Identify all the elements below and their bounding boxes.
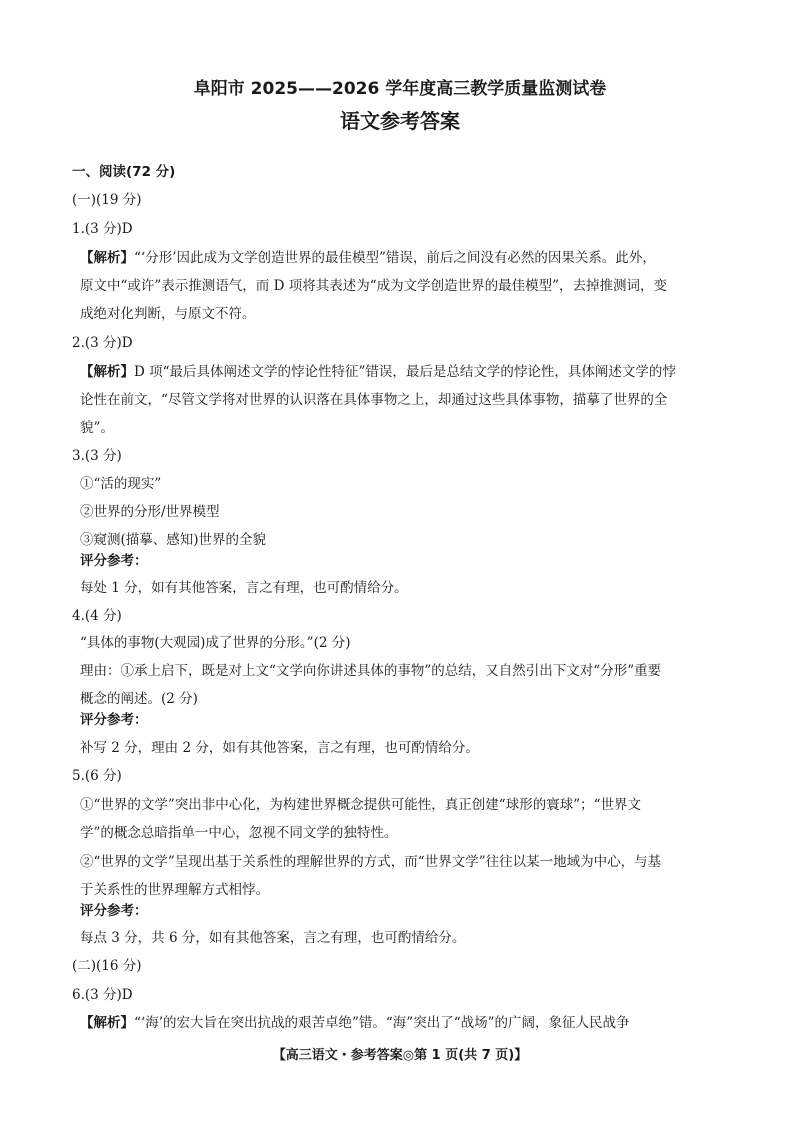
analysis-text: D 项“最后具体阐述文学的悖论性特征”错误，最后是总结文学的悖论性，具体阐述文学的悖: [134, 364, 676, 380]
section-heading: 一、阅读(72 分): [72, 164, 176, 180]
scoring-reference: 补写 2 分，理由 2 分，如有其他答案，言之有理，也可酌情给分。: [80, 740, 479, 756]
answer-point: 理由：①承上启下，既是对上文“文学向你讲述具体的事物”的总结，又自然引出下文对“分形”重要: [80, 663, 662, 679]
question-1-analysis-line: 原文中“或许”表示推测语气，而 D 项将其表述为“成为文学创造世界的最佳模型”，去掉推测词，变: [80, 278, 668, 294]
question-1-analysis: [80, 248, 656, 268]
question-5-number: 5.(6 分): [72, 768, 122, 784]
scoring-reference-label: 评分参考：: [80, 903, 148, 919]
question-2-analysis-line: 貌”。: [80, 420, 114, 436]
answer-point: ①“活的现实”: [80, 476, 162, 492]
question-1-number: 1.(3 分)D: [72, 221, 133, 237]
scoring-reference-label: 评分参考：: [80, 712, 148, 728]
scoring-reference: 每处 1 分，如有其他答案，言之有理，也可酌情给分。: [80, 580, 408, 596]
scoring-reference: 每点 3 分，共 6 分，如有其他答案，言之有理，也可酌情给分。: [80, 930, 466, 946]
answer-point: “具体的事物(大观园)成了世界的分形。”(2 分): [80, 635, 351, 651]
question-2-analysis-line: 论性在前文，“尽管文学将对世界的认识落在具体事物之上，却通过这些具体事物，描摹了世界的全: [80, 392, 668, 408]
answer-point: ②“世界的文学”呈现出基于关系性的理解世界的方式，而“世界文学”往往以某一地域为中心，与基: [80, 854, 662, 870]
part-heading: (一)(19 分): [72, 192, 142, 208]
analysis-label: 【解析】: [80, 364, 134, 380]
scoring-reference-label: 评分参考：: [80, 553, 148, 569]
answer-point: ③窥测(描摹、感知)世界的全貌: [80, 532, 267, 548]
answer-point: 学”的概念总暗指单一中心，忽视不同文学的独特性。: [80, 825, 398, 841]
answer-point: 于关系性的世界理解方式相悖。: [80, 882, 269, 898]
question-4-number: 4.(4 分): [72, 608, 122, 624]
analysis-text: “‘海’的宏大旨在突出抗战的艰苦卓绝”错。“海”突出了“战场”的广阔，象征人民战争: [134, 1015, 630, 1031]
answer-point: ②世界的分形/世界模型: [80, 504, 220, 520]
question-2-number: 2.(3 分)D: [72, 335, 133, 351]
question-2-analysis: [80, 362, 676, 382]
question-6-analysis: [80, 1013, 630, 1033]
answer-title: 语文参考答案: [340, 109, 460, 133]
answer-point: 概念的阐述。(2 分): [80, 691, 198, 707]
question-6-number: 6.(3 分)D: [72, 987, 133, 1003]
question-3-number: 3.(3 分): [72, 448, 122, 464]
part-heading: (二)(16 分): [72, 958, 142, 974]
analysis-label: 【解析】: [80, 1015, 134, 1031]
analysis-text: “‘分形’因此成为文学创造世界的最佳模型”错误，前后之间没有必然的因果关系。此外，: [134, 250, 656, 266]
question-1-analysis-line: 成绝对化判断，与原文不符。: [80, 306, 256, 322]
exam-title: 阜阳市 2025——2026 学年度高三教学质量监测试卷: [193, 79, 607, 99]
page-footer: 【高三语文・参考答案◎第 1 页(共 7 页)】: [272, 1048, 528, 1063]
analysis-label: 【解析】: [80, 250, 134, 266]
answer-point: ①“世界的文学”突出非中心化，为构建世界概念提供可能性，真正创建“球形的寰球”；“世界文: [80, 797, 642, 813]
